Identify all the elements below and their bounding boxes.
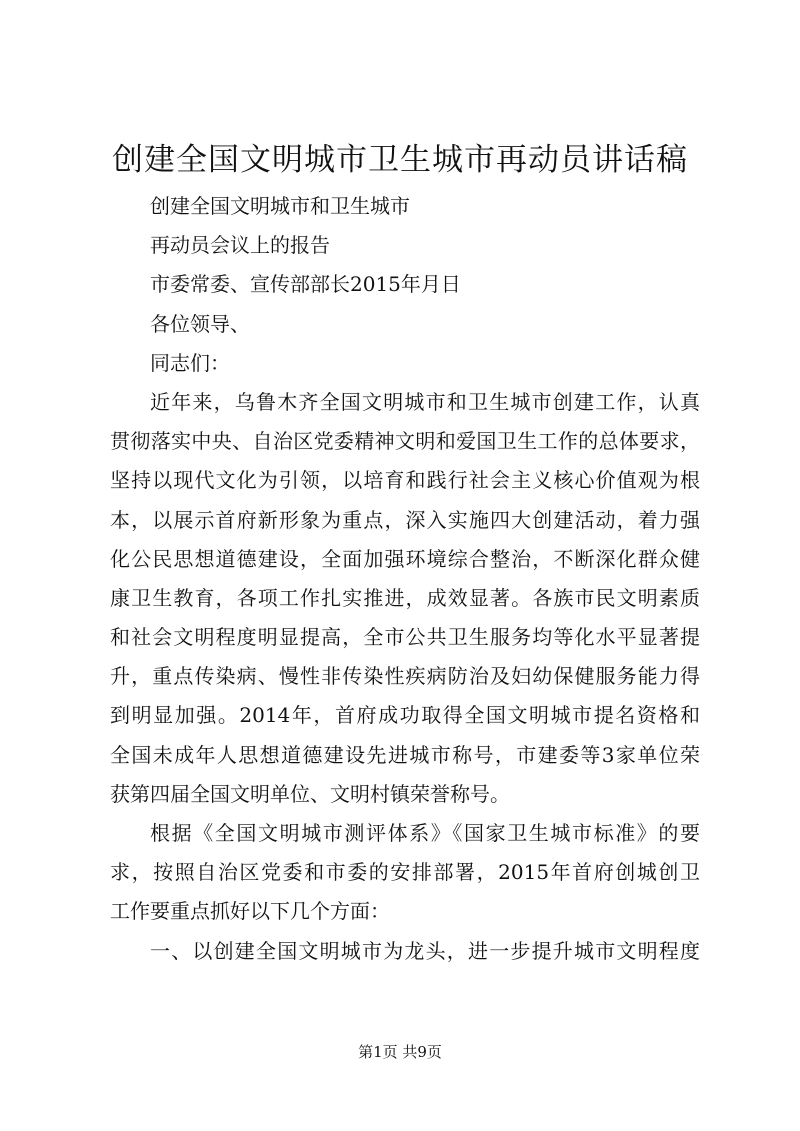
paragraph-line: 近年来，乌鲁木齐全国文明城市和卫生城市创建工作，认真 xyxy=(150,389,700,414)
salutation-line: 各位领导、 xyxy=(150,311,250,336)
paragraph-line: 工作要重点抓好以下几个方面： xyxy=(110,899,390,924)
paragraph-line: 全国未成年人思想道德建设先进城市称号，市建委等3家单位荣 xyxy=(110,742,700,767)
paragraph-line: 获第四届全国文明单位、文明村镇荣誉称号。 xyxy=(110,781,510,806)
paragraph-line: 贯彻落实中央、自治区党委精神文明和爱国卫生工作的总体要求， xyxy=(110,429,700,454)
salutation-line: 同志们： xyxy=(150,350,230,375)
page-number: 第1页 共9页 xyxy=(358,1043,442,1061)
paragraph-line: 本，以展示首府新形象为重点，深入实施四大创建活动，着力强 xyxy=(110,507,700,532)
paragraph-line: 根据《全国文明城市测评体系》《国家卫生城市标准》的要 xyxy=(150,821,700,845)
paragraph-line: 坚持以现代文化为引领，以培育和践行社会主义核心价值观为根 xyxy=(110,468,700,493)
author-line: 市委常委、宣传部部长2015年月日 xyxy=(150,272,461,297)
paragraph-line: 和社会文明程度明显提高，全市公共卫生服务均等化水平显著提 xyxy=(110,625,700,650)
document-body xyxy=(110,187,700,971)
subtitle-line: 创建全国文明城市和卫生城市 xyxy=(150,194,410,218)
paragraph-line: 化公民思想道德建设，全面加强环境综合整治，不断深化群众健 xyxy=(110,546,700,571)
paragraph-line: 到明显加强。2014年，首府成功取得全国文明城市提名资格和 xyxy=(110,703,700,728)
paragraph-line: 康卫生教育，各项工作扎实推进，成效显著。各族市民文明素质 xyxy=(110,585,700,610)
subtitle-line: 再动员会议上的报告 xyxy=(150,233,330,258)
section-heading: 一、以创建全国文明城市为龙头，进一步提升城市文明程度 xyxy=(150,938,700,963)
paragraph-line: 求，按照自治区党委和市委的安排部署，2015年首府创城创卫 xyxy=(110,860,700,885)
document-title: 创建全国文明城市卫生城市再动员讲话稿 xyxy=(112,142,688,178)
paragraph-line: 升，重点传染病、慢性非传染性疾病防治及妇幼保健服务能力得 xyxy=(110,664,700,689)
